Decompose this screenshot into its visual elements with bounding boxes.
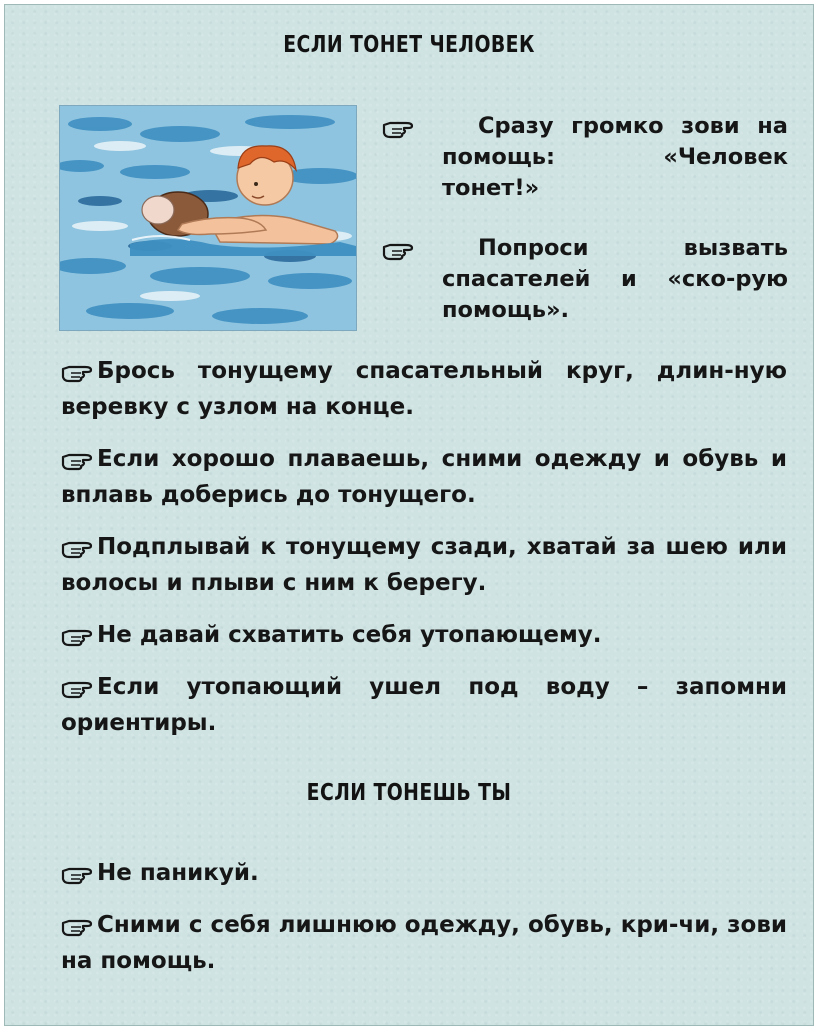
- list-item-text: Сразу громко зови на помощь: «Человек тонет!»: [442, 113, 788, 201]
- section-heading-you-drowning: ЕСЛИ ТОНЕШЬ ТЫ: [306, 780, 512, 806]
- pointing-hand-icon: [61, 539, 95, 559]
- list-item-text: Если хорошо плаваешь, сними одежду и обувь и вплавь доберись до тонущего.: [61, 446, 787, 508]
- list-item: [61, 855, 787, 891]
- pointing-hand-icon: [382, 119, 416, 139]
- list-item: [61, 907, 787, 979]
- pointing-hand-icon: [61, 865, 95, 885]
- list-item-text: Не паникуй.: [97, 860, 259, 886]
- list-item-text: Не давай схватить себя утопающему.: [97, 622, 602, 648]
- list-item-text: Попроси вызвать спасателей и «ско-рую помощь».: [442, 235, 788, 323]
- list-item-text: Сними с себя лишнюю одежду, обувь, кри-чи, зови на помощь.: [61, 912, 787, 974]
- pointing-hand-icon: [61, 451, 95, 471]
- pointing-hand-icon: [61, 679, 95, 699]
- pointing-hand-icon: [61, 627, 95, 647]
- list-item: [61, 441, 787, 513]
- list-item-text: Подплывай к тонущему сзади, хватай за шею или волосы и плыви с ним к берегу.: [61, 534, 787, 596]
- safety-page: [4, 4, 814, 1026]
- list-item: [61, 669, 787, 741]
- list-item: [442, 233, 788, 326]
- section-heading-person-drowning: ЕСЛИ ТОНЕТ ЧЕЛОВЕК: [283, 32, 535, 58]
- list-item: [61, 529, 787, 601]
- pointing-hand-icon: [61, 917, 95, 937]
- list-item: [442, 111, 788, 204]
- pointing-hand-icon: [61, 363, 95, 383]
- drowning-rescue-illustration: [59, 105, 357, 331]
- list-item-text: Если утопающий ушел под воду – запомни ориентиры.: [61, 674, 787, 736]
- list-item-text: Брось тонущему спасательный круг, длин-ную веревку с узлом на конце.: [61, 358, 787, 420]
- pointing-hand-icon: [382, 241, 416, 261]
- list-item: [61, 617, 787, 653]
- list-item: [61, 353, 787, 425]
